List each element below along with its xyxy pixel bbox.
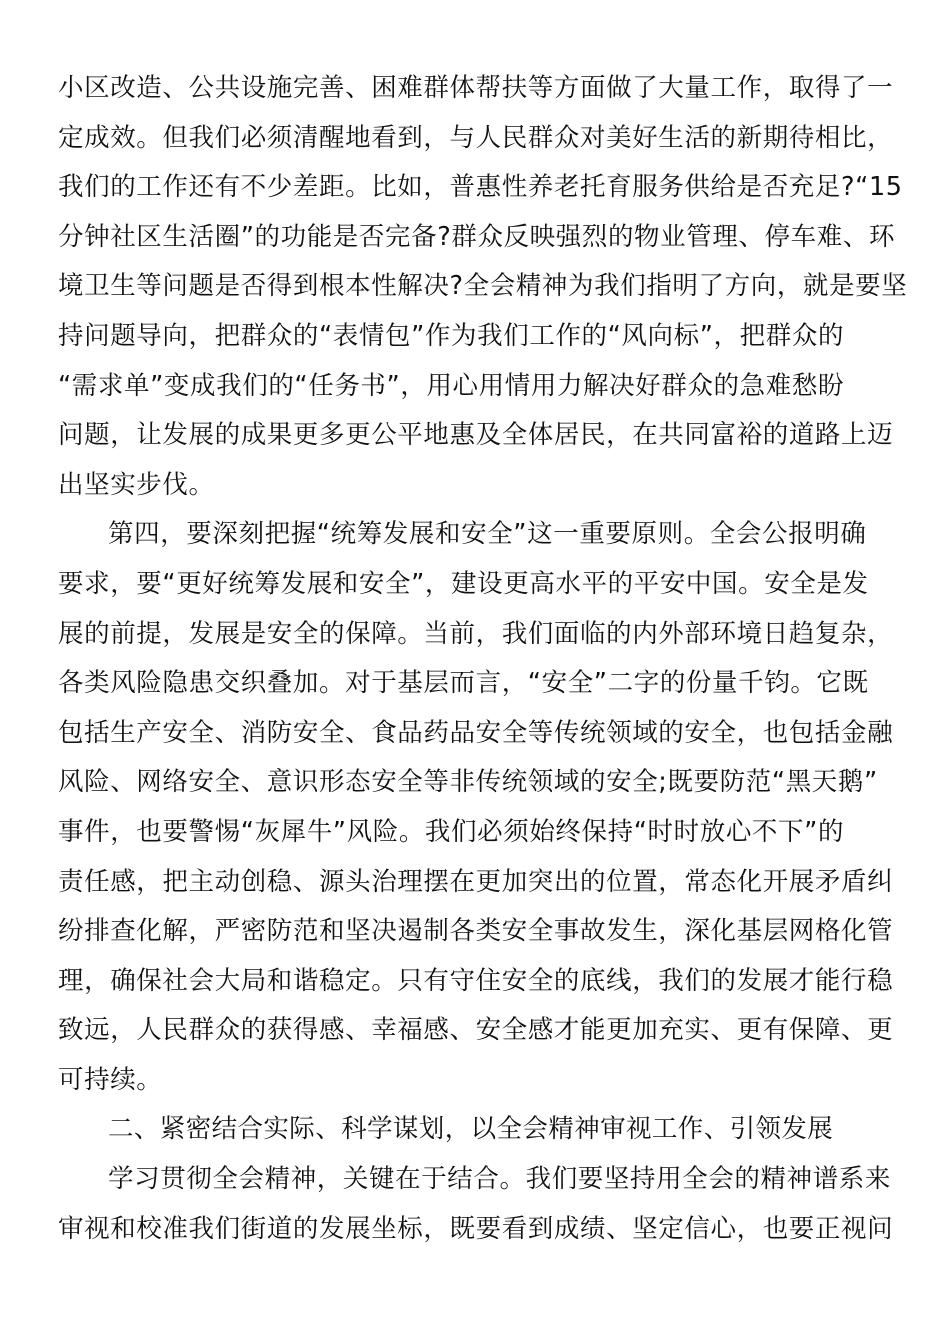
text-line: 我们的工作还有不少差距。比如，普惠性养老托育服务供给是否充足?“15 — [58, 172, 903, 203]
paragraph-start-line: 学习贯彻全会精神，关键在于结合。我们要坚持用全会的精神谱系来 — [108, 1164, 892, 1195]
text-line: 问题，让发展的成果更多更公平地惠及全体居民，在共同富裕的道路上迈 — [58, 420, 894, 451]
text-line: 事件，也要警惕“灰犀牛”风险。我们必须始终保持“时时放心不下”的 — [58, 816, 845, 847]
text-line: 可持续。 — [58, 1064, 163, 1095]
text-line: 分钟社区生活圈”的功能是否完备?群众反映强烈的物业管理、停车难、环 — [58, 221, 896, 252]
text-line: 要求，要“更好统筹发展和安全”，建设更高水平的平安中国。安全是发 — [58, 568, 869, 599]
text-line: 持问题导向，把群众的“表情包”作为我们工作的“风向标”，把群众的 — [58, 320, 845, 351]
text-line: 审视和校准我们街道的发展坐标，既要看到成绩、坚定信心，也要正视问 — [58, 1213, 894, 1244]
section-heading: 二、紧密结合实际、科学谋划，以全会精神审视工作、引领发展 — [108, 1114, 834, 1145]
document-page — [58, 64, 908, 1254]
text-line: 各类风险隐患交织叠加。对于基层而言，“安全”二字的份量千钧。它既 — [58, 668, 869, 699]
text-line: 小区改造、公共设施完善、困难群体帮扶等方面做了大量工作，取得了一 — [58, 73, 894, 103]
text-line: 定成效。但我们必须清醒地看到，与人民群众对美好生活的新期待相比， — [58, 122, 894, 153]
text-line: 纷排查化解，严密防范和坚决遏制各类安全事故发生，深化基层网格化管 — [58, 916, 894, 947]
text-line: 致远，人民群众的获得感、幸福感、安全感才能更加充实、更有保障、更 — [58, 1015, 894, 1046]
text-line: 责任感，把主动创稳、源头治理摆在更加突出的位置，常态化开展矛盾纠 — [58, 866, 894, 897]
text-line: “需求单”变成我们的“任务书”，用心用情用力解决好群众的急难愁盼 — [58, 370, 845, 401]
text-line: 包括生产安全、消防安全、食品药品安全等传统领域的安全，也包括金融 — [58, 717, 894, 748]
text-line: 展的前提，发展是安全的保障。当前，我们面临的内外部环境日趋复杂， — [58, 618, 894, 649]
text-line: 境卫生等问题是否得到根本性解决?全会精神为我们指明了方向，就是要坚 — [58, 271, 908, 302]
paragraph-start-line: 第四，要深刻把握“统筹发展和安全”这一重要原则。全会公报明确 — [108, 519, 867, 550]
text-line: 出坚实步伐。 — [58, 469, 215, 500]
text-line: 理，确保社会大局和谐稳定。只有守住安全的底线，我们的发展才能行稳 — [58, 965, 894, 996]
text-line: 风险、网络安全、意识形态安全等非传统领域的安全;既要防范“黑天鹅” — [58, 767, 878, 798]
